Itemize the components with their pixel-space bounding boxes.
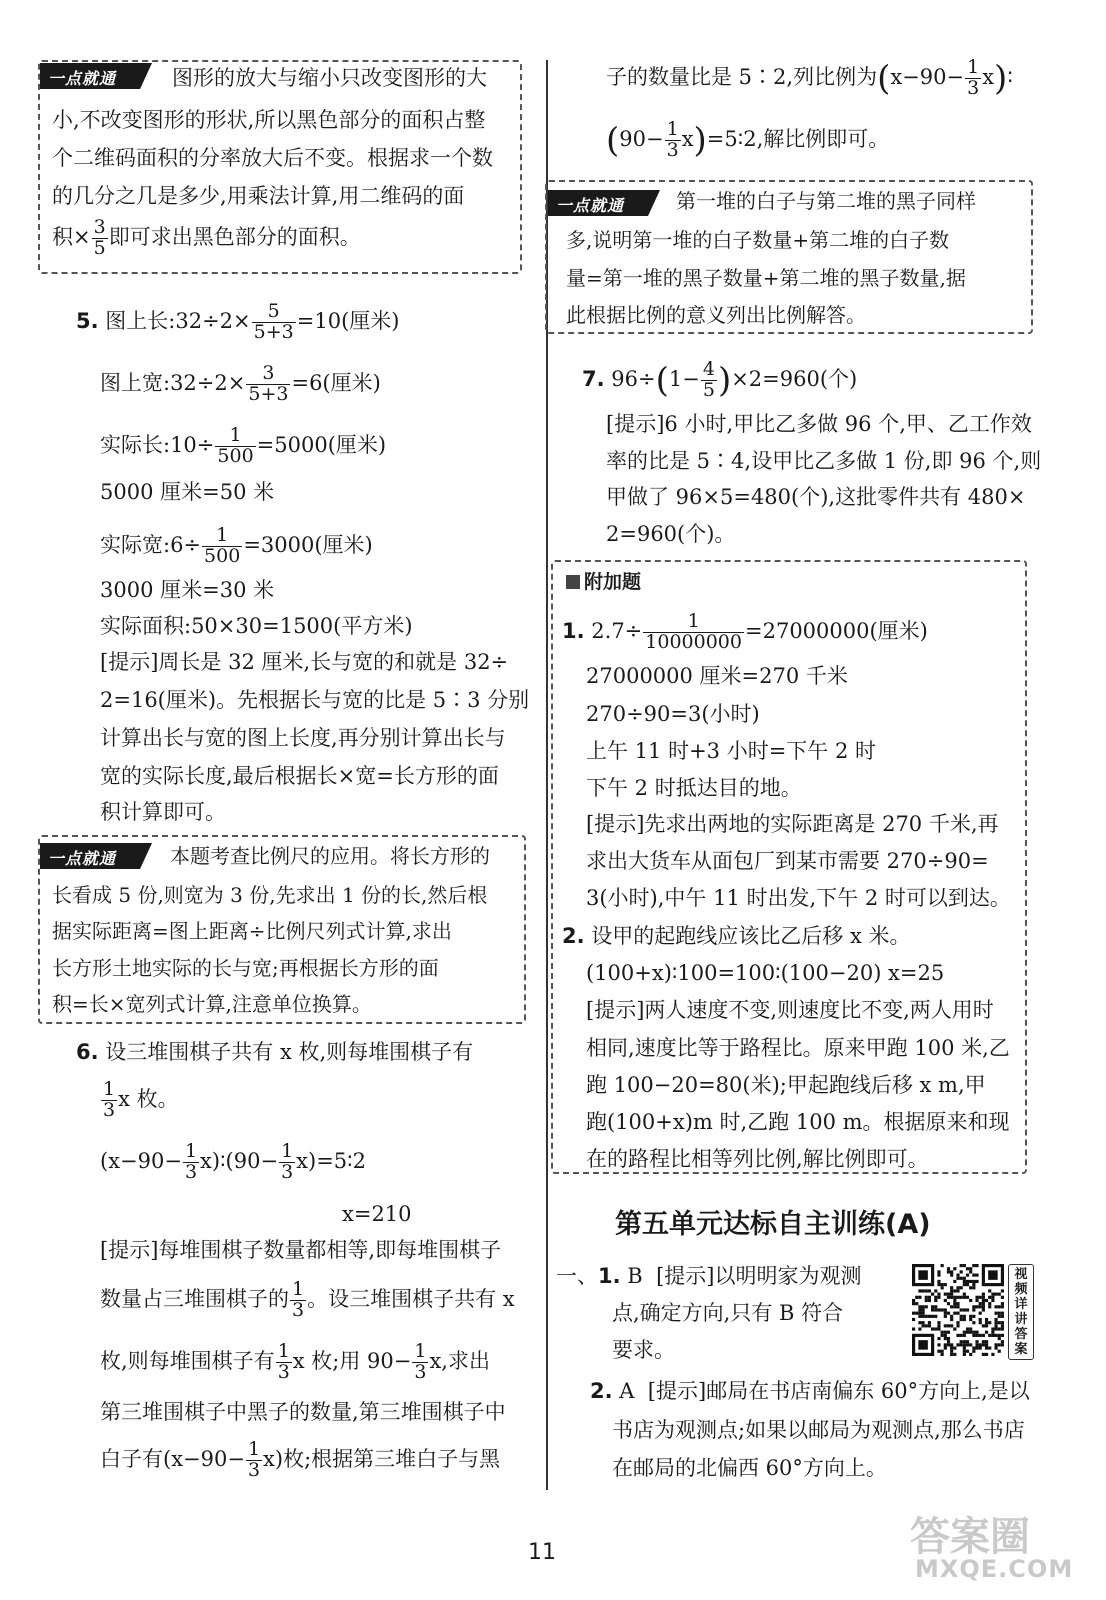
q6-hint-5 [100, 1440, 500, 1481]
text: x,求出 [429, 1348, 490, 1373]
fraction [643, 612, 744, 653]
numerator: 3 [93, 216, 106, 238]
question-number: 2. [590, 1379, 613, 1403]
denominator: 5+3 [253, 320, 294, 343]
text: =27000000(厘米) [745, 618, 928, 643]
fraction [92, 218, 108, 259]
denominator: 3 [666, 138, 679, 161]
text: 子的数量比是 5∶2,列比例为 [606, 64, 878, 89]
fraction [965, 58, 981, 99]
paren: ( [606, 120, 620, 161]
q6-hint-2 [100, 1280, 515, 1321]
fraction [276, 1342, 292, 1383]
text: 实际长:10÷ [100, 432, 215, 457]
box2-line-2: 长看成 5 份,则宽为 3 份,先求出 1 份的长,然后根 [52, 883, 488, 907]
tip-badge-3 [548, 190, 666, 216]
text: 1− [668, 366, 700, 391]
qr-label: 视频详讲答案 [1008, 1264, 1034, 1360]
text: 图上宽:32÷2× [100, 370, 246, 395]
numerator: 1 [184, 1140, 198, 1162]
numerator: 1 [202, 526, 242, 547]
question-number: 2. [562, 924, 585, 948]
hint-label: 提示 [594, 812, 637, 836]
badge-text: 一点就通 [556, 196, 625, 215]
q6-hint-1: [提示]每堆围棋子数量都相等,即每堆围棋子 [100, 1238, 502, 1262]
numerator: 1 [292, 1278, 305, 1300]
cont-line-2 [606, 120, 889, 161]
hint-label: 提示 [108, 1238, 151, 1262]
text: 每堆围棋子数量都相等,即每堆围棋子 [158, 1238, 502, 1262]
addon-q1-line-1 [562, 612, 928, 653]
answer: A [619, 1379, 635, 1403]
addon-q1-hint-3: 3(小时),中午 11 时出发,下午 2 时可以到达。 [586, 886, 1011, 910]
q5-line-6: 3000 厘米=30 米 [100, 578, 275, 602]
addon-q2-hint-4: 跑(100+x)m 时,乙跑 100 m。根据原来和现 [586, 1110, 1010, 1134]
qr-code-icon[interactable] [912, 1264, 1004, 1356]
q7-hint-1: [提示]6 小时,甲比乙多做 96 个,甲、乙工作效 [606, 412, 1032, 436]
box1-line-4: 的几分之几是多少,用乘法计算,用二维码的面 [52, 184, 465, 208]
addon-q1-hint-2: 求出大货车从面包厂到某市需要 270÷90= [586, 849, 989, 873]
hint-label: 提示 [108, 650, 151, 674]
fraction [183, 1142, 199, 1183]
fraction [665, 120, 681, 161]
denominator: 3 [277, 1360, 290, 1383]
text: 2.7÷ [591, 618, 643, 643]
denominator: 3 [281, 1160, 294, 1183]
q7-line-1 [582, 360, 857, 401]
box2-line-1: 本题考查比例尺的应用。将长方形的 [170, 844, 490, 868]
text: x [681, 126, 694, 151]
text: x)枚;根据第三堆白子与黑 [263, 1446, 501, 1471]
s1-q1-line-2: 点,确定方向,只有 B 符合 [612, 1301, 844, 1325]
question-number: 1. [562, 618, 585, 643]
denominator: 5 [702, 378, 715, 401]
addon-q1-line-3: 270÷90=3(小时) [586, 702, 760, 726]
s1-q1-line-1: 一、1. B [提示]以明明家为观测 [556, 1264, 862, 1288]
text: 96÷ [611, 366, 656, 391]
q7-hint-4: 2=960(个)。 [606, 522, 736, 546]
text: 周长是 32 厘米,长与宽的和就是 32÷ [158, 650, 509, 674]
text: ∶ [1007, 64, 1013, 89]
paren: ) [693, 120, 707, 161]
q6-line-1 [76, 1042, 473, 1063]
badge-text: 一点就通 [48, 69, 117, 88]
addon-q2-hint-5: 在的路程比相等列比例,解比例即可。 [586, 1147, 929, 1171]
text: 设甲的起跑线应该比乙后移 x 米。 [591, 924, 911, 948]
text: x [982, 64, 995, 89]
text: ×2=960(个) [731, 366, 858, 391]
unit-title: 第五单元达标自主训练(A) [615, 1209, 931, 1240]
q6-solution: x=210 [342, 1202, 412, 1226]
text: x 枚。 [118, 1086, 179, 1111]
hint-label: 提示 [656, 1379, 698, 1403]
hint-label: 提示 [614, 412, 657, 436]
section-number: 一、 [556, 1264, 598, 1288]
text: 实际宽:6÷ [100, 532, 202, 557]
denominator: 5 [93, 236, 106, 259]
q5-hint-2: 2=16(厘米)。先根据长与宽的比是 5∶3 分别 [100, 688, 530, 712]
hint-label: 提示 [664, 1264, 707, 1288]
text: x 枚;用 90− [292, 1348, 412, 1373]
numerator: 1 [414, 1340, 427, 1362]
text: 邮局在书店南偏东 60°方向上,是以 [706, 1379, 1030, 1403]
fraction [101, 1080, 117, 1121]
numerator: 1 [666, 118, 679, 140]
fraction [202, 526, 242, 567]
box3-line-1: 第一堆的白子与第二堆的黑子同样 [676, 189, 976, 213]
question-number: 1. [598, 1264, 621, 1288]
paren: ( [877, 58, 891, 99]
paren: ) [994, 58, 1008, 99]
q5-hint-5: 积计算即可。 [100, 800, 226, 824]
q5-line-3 [100, 426, 386, 467]
cont-line-1 [606, 58, 1013, 99]
s1-q2-line-2: 书店为观测点;如果以邮局为观测点,那么书店 [612, 1418, 1025, 1442]
box2-line-4: 长方形土地实际的长与宽;再根据长方形的面 [52, 956, 439, 980]
heading-text: 附加题 [584, 571, 642, 593]
denominator: 3 [103, 1098, 116, 1121]
text: x)=5∶2 [296, 1148, 366, 1173]
q6-hint-3 [100, 1342, 490, 1383]
fraction [701, 360, 717, 401]
q7-hint-3: 甲做了 96×5=480(个),这批零件共有 480× [606, 485, 1026, 509]
text: 枚,则每堆围棋子有 [100, 1348, 275, 1373]
box3-line-3: 量=第一堆的黑子数量+第二堆的黑子数量,据 [566, 266, 966, 290]
tip-badge-1 [40, 63, 158, 89]
s1-q1-line-3: 要求。 [612, 1338, 675, 1362]
denominator: 500 [217, 444, 254, 467]
bookmark-icon [566, 575, 580, 589]
numerator: 4 [702, 358, 715, 380]
addon-q1-line-5: 下午 2 时抵达目的地。 [586, 776, 802, 800]
numerator: 1 [103, 1078, 116, 1100]
fraction [215, 426, 255, 467]
text: 数量占三堆围棋子的 [100, 1286, 289, 1311]
text: 图上长:32÷2× [105, 308, 251, 333]
addon-q1-line-2: 27000000 厘米=270 千米 [586, 664, 848, 688]
s1-q2-line-3: 在邮局的北偏西 60°方向上。 [612, 1456, 887, 1480]
text: x−90− [890, 64, 965, 89]
text: =10(厘米) [296, 308, 400, 333]
addon-q1-hint-1: [提示]先求出两地的实际距离是 270 千米,再 [586, 812, 999, 836]
denominator: 5+3 [248, 382, 289, 405]
denominator: 500 [204, 544, 241, 567]
tip-badge-2 [40, 843, 158, 869]
watermark-bottom-text: MXQE.COM [915, 1555, 1074, 1583]
q6-line-2 [100, 1080, 179, 1121]
box3-line-4: 此根据比例的意义列出比例解答。 [566, 303, 866, 327]
denominator: 3 [414, 1360, 427, 1383]
text: =5000(厘米) [256, 432, 387, 457]
badge-text: 一点就通 [48, 849, 117, 868]
answer: B [627, 1264, 643, 1288]
hint-label: 提示 [594, 998, 637, 1022]
denominator: 3 [184, 1160, 198, 1183]
numerator: 1 [643, 612, 744, 633]
numerator: 1 [247, 1438, 261, 1460]
text: =5∶2,解比例即可。 [706, 126, 890, 151]
q5-line-2 [100, 364, 381, 405]
paren: ( [655, 360, 669, 401]
q6-hint-4: 第三堆围棋子中黑子的数量,第三堆围棋子中 [100, 1400, 506, 1424]
fraction [252, 302, 296, 343]
s1-q2-line-1: 2. A [提示]邮局在书店南偏东 60°方向上,是以 [590, 1379, 1030, 1403]
fraction [290, 1280, 306, 1321]
q5-line-5 [100, 526, 373, 567]
text: 。设三堆围棋子共有 x [307, 1286, 515, 1311]
addon-q1-line-4: 上午 11 时+3 小时=下午 2 时 [586, 739, 877, 763]
addon-heading [566, 567, 641, 594]
box1-line-5 [52, 218, 361, 259]
text: =3000(厘米) [243, 532, 373, 557]
addon-q2-line-1 [562, 926, 910, 947]
denominator: 10000000 [645, 630, 742, 653]
box3-line-2: 多,说明第一堆的白子数量+第二堆的白子数 [566, 228, 950, 252]
numerator: 1 [281, 1140, 294, 1162]
question-number: 5. [76, 308, 99, 333]
addon-q2-line-2: (100+x)∶100=100∶(100−20) x=25 [586, 961, 945, 985]
q5-line-4: 5000 厘米=50 米 [100, 480, 275, 504]
q6-equation [100, 1142, 366, 1183]
text: 6 小时,甲比乙多做 96 个,甲、乙工作效 [664, 412, 1032, 436]
fraction [246, 1440, 262, 1481]
text: 两人速度不变,则速度比不变,两人用时 [644, 998, 994, 1022]
addon-q2-hint-3: 跑 100−20=80(米);甲起跑线后移 x m,甲 [586, 1073, 986, 1097]
q5-line-7: 实际面积:50×30=1500(平方米) [100, 614, 413, 638]
text: 90− [619, 126, 664, 151]
text: 积× [52, 224, 91, 249]
denominator: 3 [967, 76, 980, 99]
box1-line-3: 个二维码面积的分率放大后不变。根据求一个数 [52, 146, 493, 170]
box1-line-2: 小,不改变图形的形状,所以黑色部分的面积占整 [52, 108, 486, 132]
text: 设三堆围棋子共有 x 枚,则每堆围棋子有 [105, 1040, 474, 1064]
question-number: 7. [582, 366, 605, 391]
addon-q2-hint-1: [提示]两人速度不变,则速度比不变,两人用时 [586, 998, 994, 1022]
text: =6(厘米) [291, 370, 381, 395]
paren: ) [717, 360, 732, 401]
box2-line-3: 据实际距离=图上距离÷比例尺列式计算,求出 [52, 919, 452, 943]
watermark-logo [900, 1505, 1075, 1590]
fraction [246, 364, 290, 405]
question-number: 6. [76, 1040, 99, 1064]
numerator: 3 [246, 364, 290, 385]
text: (x−90− [100, 1148, 182, 1173]
q5-line-1 [76, 302, 399, 343]
denominator: 3 [247, 1458, 261, 1481]
q7-hint-2: 率的比是 5∶4,设甲比乙多做 1 份,即 96 个,则 [606, 449, 1042, 473]
page-number: 11 [528, 1540, 556, 1565]
text: 以明明家为观测 [714, 1264, 862, 1288]
box2-line-5: 积=长×宽列式计算,注意单位换算。 [52, 992, 372, 1016]
fraction [412, 1342, 428, 1383]
numerator: 1 [277, 1340, 290, 1362]
q5-hint-1: [提示]周长是 32 厘米,长与宽的和就是 32÷ [100, 650, 509, 674]
q5-hint-3: 计算出长与宽的图上长度,再分别计算出长与 [100, 726, 506, 750]
addon-q2-hint-2: 相同,速度比等于路程比。原来甲跑 100 米,乙 [586, 1036, 1010, 1060]
box1-line-1: 图形的放大与缩小只改变图形的大 [172, 66, 487, 90]
numerator: 1 [967, 56, 980, 78]
fraction [279, 1142, 295, 1183]
text: 即可求出黑色部分的面积。 [108, 224, 361, 249]
text: 先求出两地的实际距离是 270 千米,再 [644, 812, 999, 836]
numerator: 5 [252, 302, 296, 323]
text: 白子有(x−90− [100, 1446, 245, 1471]
watermark-top-text: 答案圈 [910, 1514, 1030, 1560]
text: x)∶(90− [200, 1148, 279, 1173]
numerator: 1 [215, 426, 255, 447]
denominator: 3 [292, 1298, 305, 1321]
q5-hint-4: 宽的实际长度,最后根据长×宽=长方形的面 [100, 764, 499, 788]
